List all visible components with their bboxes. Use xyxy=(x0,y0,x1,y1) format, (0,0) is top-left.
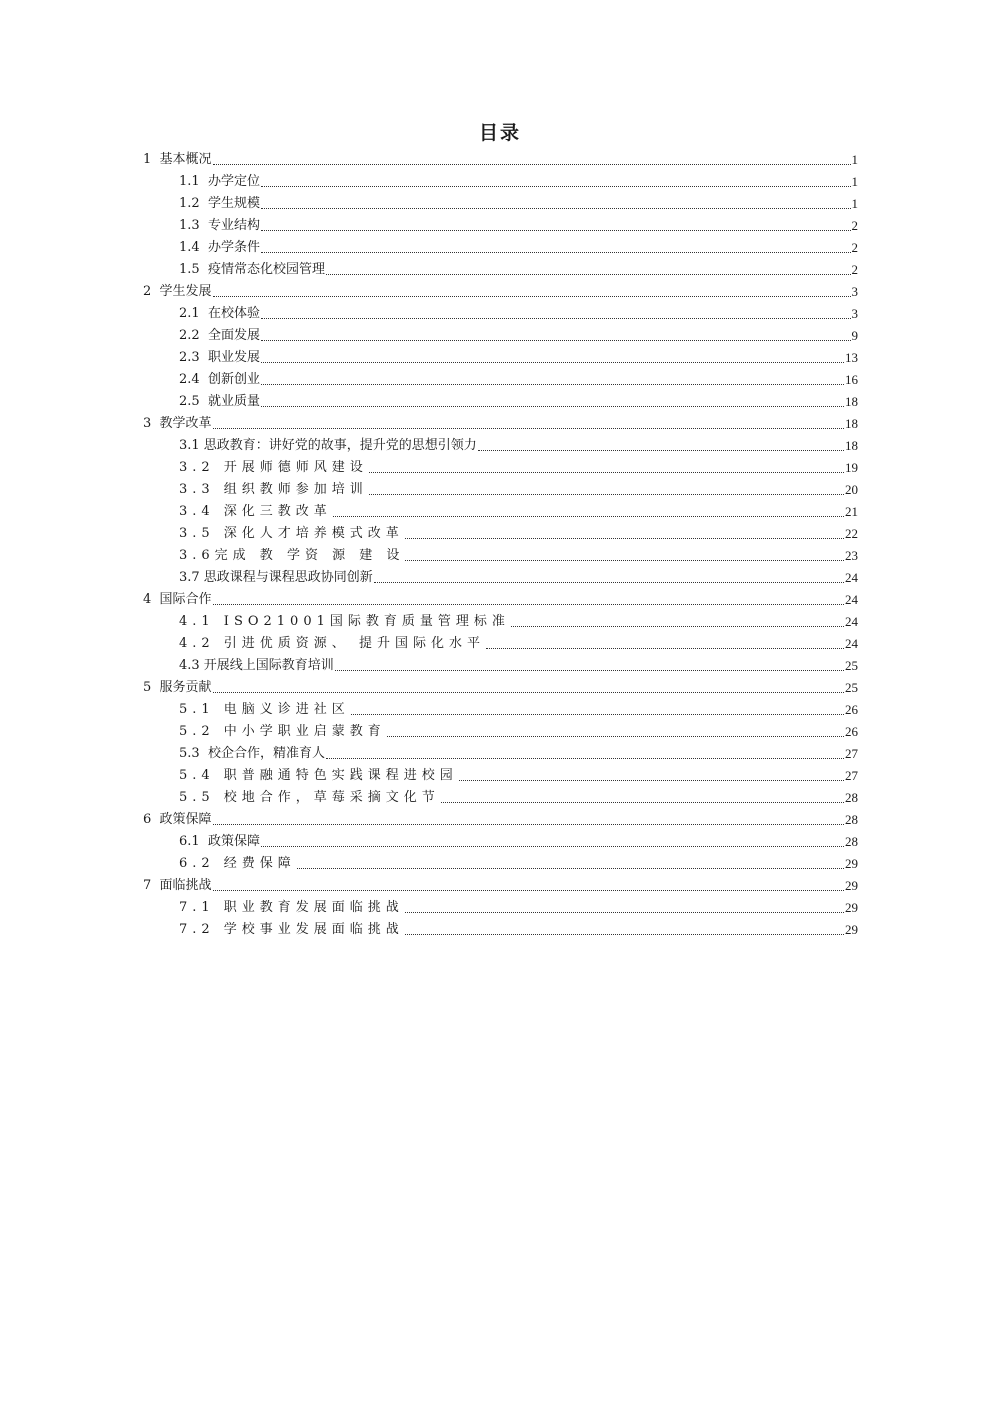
toc-entry-label: 3.7 思政课程与课程思政协同创新 xyxy=(179,570,373,585)
toc-entry[interactable] xyxy=(143,740,858,762)
toc-entry-page-number: 24 xyxy=(845,636,858,651)
toc-entry-label: 2.4 创新创业 xyxy=(179,372,260,387)
dot-leader xyxy=(486,648,844,649)
dot-leader xyxy=(213,890,844,891)
dot-leader xyxy=(405,912,844,913)
toc-entry-label: 5 服务贡献 xyxy=(143,680,212,695)
toc-entry-page-number: 24 xyxy=(845,614,858,629)
toc-entry-page-number: 28 xyxy=(845,812,858,827)
toc-entry-label: 2 学生发展 xyxy=(143,284,212,299)
toc-entry-label: 5.2 中小学职业启蒙教育 xyxy=(179,724,386,739)
toc-entry[interactable] xyxy=(143,520,858,542)
toc-entry-label: 1.4 办学条件 xyxy=(179,240,260,255)
dot-leader xyxy=(459,780,844,781)
toc-entry-label: 6 政策保障 xyxy=(143,812,212,827)
toc-entry-page-number: 1 xyxy=(851,152,858,167)
toc-entry-page-number: 25 xyxy=(845,658,858,673)
toc-entry[interactable] xyxy=(143,718,858,740)
toc-entry-label: 4 国际合作 xyxy=(143,592,212,607)
toc-entry-page-number: 18 xyxy=(845,416,858,431)
toc-entry-label: 3.6完成 教 学资 源 建 设 xyxy=(179,548,405,563)
toc-entry[interactable] xyxy=(143,498,858,520)
toc-entry-page-number: 3 xyxy=(851,284,858,299)
toc-entry[interactable] xyxy=(143,146,858,168)
toc-entry-label: 7 面临挑战 xyxy=(143,878,212,893)
dot-leader xyxy=(326,758,844,759)
toc-entry-label: 4.2 引进优质资源、 提升国际化水平 xyxy=(179,636,485,651)
toc-entry-label: 3.1 思政教育：讲好党的故事，提升党的思想引领力 xyxy=(179,438,477,453)
toc-entry[interactable] xyxy=(143,872,858,894)
toc-entry-page-number: 20 xyxy=(845,482,858,497)
toc-entry[interactable] xyxy=(143,168,858,190)
toc-entry-page-number: 28 xyxy=(845,834,858,849)
toc-entry-page-number: 1 xyxy=(851,174,858,189)
toc-entry[interactable] xyxy=(143,674,858,696)
dot-leader xyxy=(213,164,851,165)
toc-entry-label: 1.1 办学定位 xyxy=(179,174,260,189)
toc-entry-label: 1.3 专业结构 xyxy=(179,218,260,233)
dot-leader xyxy=(405,560,844,561)
toc-entry-label: 2.2 全面发展 xyxy=(179,328,260,343)
toc-entry-page-number: 18 xyxy=(845,394,858,409)
table-of-contents xyxy=(143,146,858,938)
dot-leader xyxy=(441,802,844,803)
toc-entry-page-number: 27 xyxy=(845,768,858,783)
toc-entry[interactable] xyxy=(143,366,858,388)
toc-entry-page-number: 29 xyxy=(845,878,858,893)
toc-entry[interactable] xyxy=(143,300,858,322)
toc-entry-page-number: 29 xyxy=(845,922,858,937)
toc-entry-page-number: 18 xyxy=(845,438,858,453)
toc-entry[interactable] xyxy=(143,894,858,916)
toc-entry[interactable] xyxy=(143,762,858,784)
toc-entry-page-number: 25 xyxy=(845,680,858,695)
dot-leader xyxy=(261,230,851,231)
toc-entry[interactable] xyxy=(143,652,858,674)
toc-entry[interactable] xyxy=(143,234,858,256)
toc-entry[interactable] xyxy=(143,432,858,454)
toc-entry[interactable] xyxy=(143,388,858,410)
toc-entry-label: 2.5 就业质量 xyxy=(179,394,260,409)
dot-leader xyxy=(369,472,844,473)
toc-entry-label: 5.1 电脑义诊进社区 xyxy=(179,702,350,717)
toc-entry[interactable] xyxy=(143,476,858,498)
dot-leader xyxy=(335,670,844,671)
toc-entry[interactable] xyxy=(143,630,858,652)
toc-entry[interactable] xyxy=(143,850,858,872)
toc-entry-label: 3 教学改革 xyxy=(143,416,212,431)
dot-leader xyxy=(261,318,851,319)
toc-entry-label: 4.3 开展线上国际教育培训 xyxy=(179,658,334,673)
dot-leader xyxy=(261,362,844,363)
dot-leader xyxy=(405,934,844,935)
toc-entry[interactable] xyxy=(143,696,858,718)
toc-entry-page-number: 22 xyxy=(845,526,858,541)
toc-entry[interactable] xyxy=(143,806,858,828)
toc-entry[interactable] xyxy=(143,542,858,564)
toc-entry-page-number: 24 xyxy=(845,592,858,607)
toc-entry[interactable] xyxy=(143,256,858,278)
toc-entry-label: 3.4 深化三教改革 xyxy=(179,504,332,519)
toc-entry-label: 4.1 ISO21001国际教育质量管理标准 xyxy=(179,614,510,629)
toc-entry-page-number: 13 xyxy=(845,350,858,365)
toc-entry-label: 6.2 经费保障 xyxy=(179,856,296,871)
dot-leader xyxy=(261,252,851,253)
toc-entry-page-number: 2 xyxy=(851,262,858,277)
toc-entry-page-number: 2 xyxy=(851,240,858,255)
toc-entry-page-number: 26 xyxy=(845,702,858,717)
dot-leader xyxy=(261,340,851,341)
toc-entry-page-number: 23 xyxy=(845,548,858,563)
toc-entry-page-number: 16 xyxy=(845,372,858,387)
toc-title: 目录 xyxy=(478,122,521,144)
toc-entry-page-number: 3 xyxy=(851,306,858,321)
toc-entry-label: 2.3 职业发展 xyxy=(179,350,260,365)
toc-entry-label: 5.3 校企合作，精准育人 xyxy=(179,746,325,761)
toc-entry-label: 6.1 政策保障 xyxy=(179,834,260,849)
toc-entry[interactable] xyxy=(143,784,858,806)
toc-entry[interactable] xyxy=(143,608,858,630)
toc-entry[interactable] xyxy=(143,190,858,212)
toc-entry-label: 1.2 学生规模 xyxy=(179,196,260,211)
toc-entry[interactable] xyxy=(143,828,858,850)
toc-entry-label: 3.2 开展师德师风建设 xyxy=(179,460,368,475)
toc-entry-label: 1 基本概况 xyxy=(143,152,212,167)
toc-entry-label: 7.1 职业教育发展面临挑战 xyxy=(179,900,404,915)
toc-entry-page-number: 9 xyxy=(851,328,858,343)
toc-entry-label: 1.5 疫情常态化校园管理 xyxy=(179,262,325,277)
toc-entry[interactable] xyxy=(143,454,858,476)
dot-leader xyxy=(351,714,844,715)
dot-leader xyxy=(213,428,844,429)
toc-entry[interactable] xyxy=(143,916,858,938)
dot-leader xyxy=(326,274,851,275)
dot-leader xyxy=(213,824,844,825)
toc-entry[interactable] xyxy=(143,410,858,432)
toc-entry-label: 5.5 校地合作，草莓采摘文化节 xyxy=(179,790,440,805)
toc-entry-label: 7.2 学校事业发展面临挑战 xyxy=(179,922,404,937)
toc-entry[interactable] xyxy=(143,322,858,344)
dot-leader xyxy=(261,406,844,407)
dot-leader xyxy=(213,692,844,693)
dot-leader xyxy=(213,296,851,297)
toc-entry-label: 2.1 在校体验 xyxy=(179,306,260,321)
toc-entry-page-number: 19 xyxy=(845,460,858,475)
toc-entry[interactable] xyxy=(143,212,858,234)
toc-entry-page-number: 28 xyxy=(845,790,858,805)
dot-leader xyxy=(261,186,851,187)
toc-entry[interactable] xyxy=(143,586,858,608)
dot-leader xyxy=(213,604,844,605)
toc-entry-page-number: 21 xyxy=(845,504,858,519)
dot-leader xyxy=(374,582,844,583)
dot-leader xyxy=(333,516,844,517)
toc-entry-label: 3.5 深化人才培养模式改革 xyxy=(179,526,404,541)
dot-leader xyxy=(261,846,844,847)
dot-leader xyxy=(369,494,844,495)
dot-leader xyxy=(511,626,844,627)
dot-leader xyxy=(297,868,844,869)
toc-entry-label: 5.4 职普融通特色实践课程进校园 xyxy=(179,768,458,783)
toc-entry[interactable] xyxy=(143,564,858,586)
dot-leader xyxy=(405,538,844,539)
toc-entry-page-number: 27 xyxy=(845,746,858,761)
dot-leader xyxy=(261,208,851,209)
toc-entry-page-number: 26 xyxy=(845,724,858,739)
toc-entry-page-number: 29 xyxy=(845,900,858,915)
dot-leader xyxy=(261,384,844,385)
dot-leader xyxy=(387,736,844,737)
toc-entry-page-number: 2 xyxy=(851,218,858,233)
toc-entry-page-number: 24 xyxy=(845,570,858,585)
toc-entry[interactable] xyxy=(143,278,858,300)
toc-entry-page-number: 29 xyxy=(845,856,858,871)
toc-entry-label: 3.3 组织教师参加培训 xyxy=(179,482,368,497)
dot-leader xyxy=(478,450,844,451)
toc-entry[interactable] xyxy=(143,344,858,366)
toc-entry-page-number: 1 xyxy=(851,196,858,211)
